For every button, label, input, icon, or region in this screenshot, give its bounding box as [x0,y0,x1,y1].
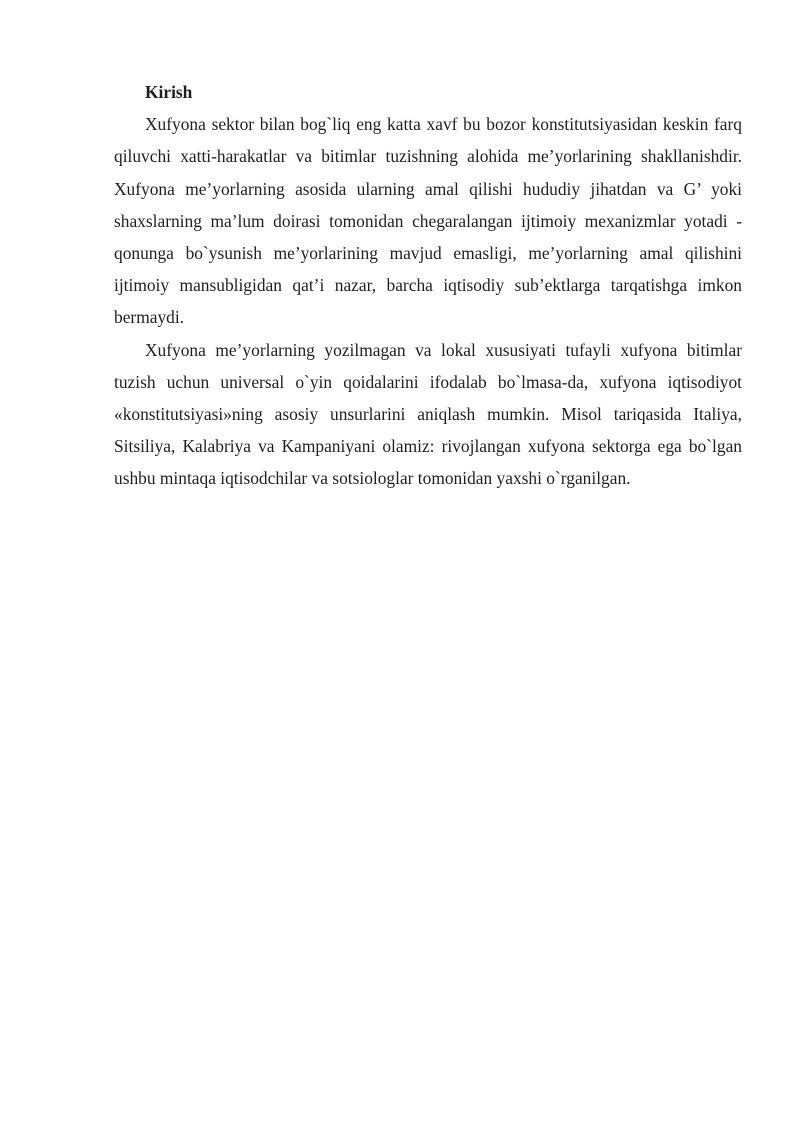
section-heading: Kirish [145,82,193,102]
paragraph-1: Xufyona sektor bilan bog`liq eng katta xavf bu bozor konstitutsiyasidan keskin farq qiluvchi xatti-harakatlar va bitimlar tuzishning alohida me’yorlarining shakllanishdir. Xufyona me’yorlarning asosida ularning amal qilishi hududiy jihatdan va G’ yoki shaxslarning ma’lum doirasi tomonidan chegaralangan ijtimoiy mexanizmlar yotadi - qonunga bo`ysunish me’yorlarining mavjud emasligi, me’yorlarning amal qilishini ijtimoiy mansubligidan qat’i nazar, barcha iqtisodiy sub’ektlarga tarqatishga imkon bermaydi. [114,114,742,328]
paragraph-2: Xufyona me’yorlarning yozilmagan va lokal xususiyati tufayli xufyona bitimlar tuzish uchun universal o`yin qoidalarini ifodalab bo`lmasa-da, xufyona iqtisodiyot «konstitutsiyasi»ning asosiy unsurlarini aniqlash mumkin. Misol tariqasida Italiya, Sitsiliya, Kalabriya va Kampaniyani olamiz: rivojlangan xufyona sektorga ega bo`lgan ushbu mintaqa iqtisodchilar va sotsiologlar tomonidan yaxshi o`rganilgan. [114,339,742,489]
document-body [114,76,742,495]
